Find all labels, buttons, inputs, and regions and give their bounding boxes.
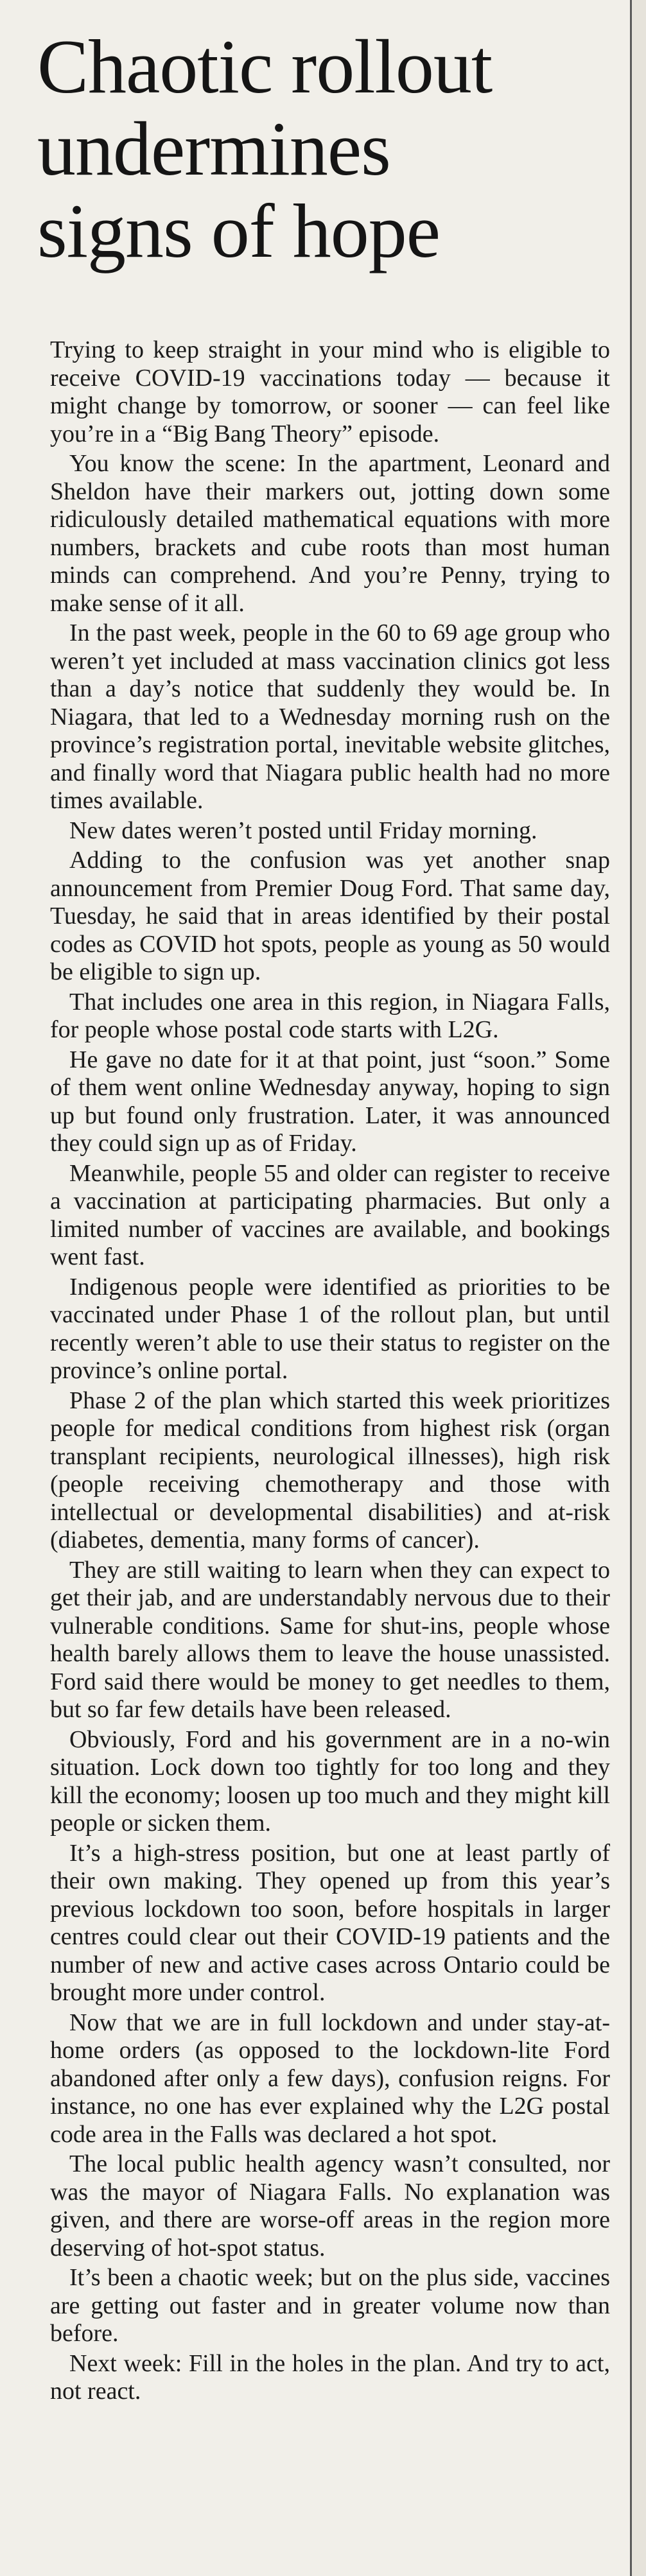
headline-line: undermines [37,106,390,191]
paragraph: Indigenous people were identified as priorities to be vaccinated under Phase 1 of the rollout plan, but until recently weren’t able to use their status to register on the province’s online portal. [50,1273,610,1384]
paragraph: It’s been a chaotic week; but on the plus side, vaccines are getting out faster and in greater volume now than before. [50,2264,610,2347]
paragraph: Trying to keep straight in your mind who is eligible to receive COVID-19 vaccinations today — because it might change by tomorrow, or sooner — can feel like you’re in a “Big Bang Theory” episode. [50,336,610,447]
headline-line: Chaotic rollout [37,24,493,109]
paragraph: He gave no date for it at that point, just “soon.” Some of them went online Wednesday anyway, hoping to sign up but found only frustration. Later, it was announced they could sign up as of Friday. [50,1046,610,1157]
page-edge [632,0,646,2576]
paragraph: They are still waiting to learn when they can expect to get their jab, and are understandably nervous due to their vulnerable conditions. Same for shut-ins, people whose health barely allows them to leave the house unassisted. Ford said there would be money to get needles to them, but so far few details have been released. [50,1556,610,1723]
paragraph: It’s a high-stress position, but one at least partly of their own making. They opened up from this year’s previous lockdown too soon, before hospitals in larger centres could clear out their COVID-19 patients and the number of new and active cases across Ontario could be brought more under control. [50,1839,610,2006]
paragraph: Obviously, Ford and his government are in a no-win situation. Lock down too tightly for too long and they kill the economy; loosen up too much and they might kill people or sicken them. [50,1725,610,1837]
paragraph: Next week: Fill in the holes in the plan. And try to act, not react. [50,2349,610,2405]
paragraph: New dates weren’t posted until Friday morning. [69,817,537,844]
paragraph: In the past week, people in the 60 to 69 age group who weren’t yet included at mass vaccination clinics got less than a day’s notice that suddenly they would be. In Niagara, that led to a Wednesday morning rush on the province’s registration portal, inevitable website glitches, and finally word that Niagara public health had no more times available. [50,619,610,814]
article-body [50,336,610,2408]
paragraph: Phase 2 of the plan which started this week prioritizes people for medical conditions from highest risk (organ transplant recipients, neurological illnesses), high risk (people receiving chemotherapy and those with intellectual or developmental disabilities) and at-risk (diabetes, dementia, many forms of cancer). [50,1387,610,1553]
headline-line: signs of hope [37,188,440,273]
column-rule [630,0,632,2576]
headline [37,26,602,272]
paragraph: You know the scene: In the apartment, Leonard and Sheldon have their markers out, jotting down some ridiculously detailed mathematical equations with more numbers, brackets and cube roots than most human minds can comprehend. And you’re Penny, trying to make sense of it all. [50,450,610,617]
paragraph: Meanwhile, people 55 and older can register to receive a vaccination at participating pharmacies. But only a limited number of vaccines are available, and bookings went fast. [50,1159,610,1270]
paragraph: That includes one area in this region, in Niagara Falls, for people whose postal code starts with L2G. [50,988,610,1043]
paragraph: Adding to the confusion was yet another snap announcement from Premier Doug Ford. That same day, Tuesday, he said that in areas identified by their postal codes as COVID hot spots, people as young as 50 would be eligible to sign up. [50,847,610,985]
paragraph: The local public health agency wasn’t consulted, nor was the mayor of Niagara Falls. No explanation was given, and there are worse-off areas in the region more deserving of hot-spot status. [50,2150,610,2261]
paragraph: Now that we are in full lockdown and under stay-at-home orders (as opposed to the lockdown-lite Ford abandoned after only a few days), confusion reigns. For instance, no one has ever explained why the L2G postal code area in the Falls was declared a hot spot. [50,2009,610,2148]
